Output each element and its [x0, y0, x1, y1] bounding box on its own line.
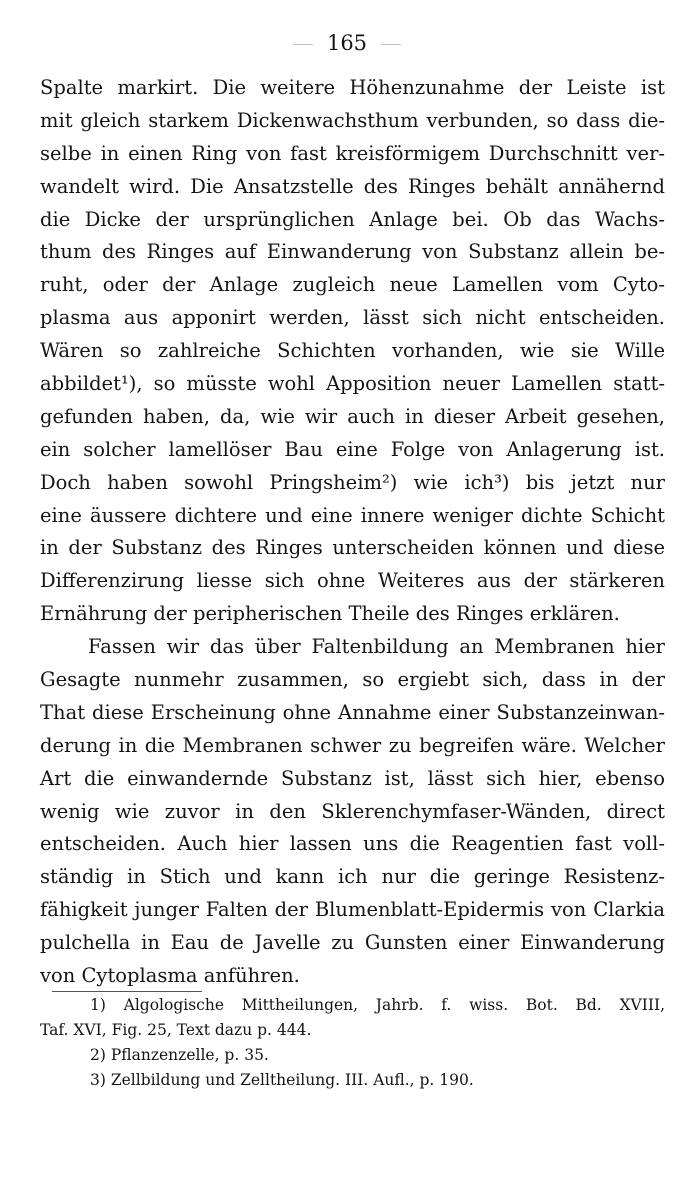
text-line: ein solcher lamellöser Bau eine Folge von Anlagerung ist.: [40, 437, 665, 461]
text-line: die Dicke der ursprünglichen Anlage bei. Ob das Wachs-: [40, 207, 665, 231]
text-line: entscheiden. Auch hier lassen uns die Reagentien fast voll-: [40, 832, 665, 856]
text-line: plasma aus apponirt werden, lässt sich nicht entscheiden.: [40, 306, 665, 330]
text-line: ruht, oder der Anlage zugleich neue Lamellen vom Cyto-: [40, 273, 665, 297]
text-line: fähigkeit junger Falten der Blumenblatt-Epidermis von Clarkia: [40, 898, 665, 922]
text-line: Differenzirung liesse sich ohne Weiteres aus der stärkeren: [40, 569, 665, 593]
text-line: von Cytoplasma anführen.: [40, 964, 300, 988]
text-line: thum des Ringes auf Einwanderung von Substanz allein be-: [40, 240, 665, 264]
text-line: gefunden haben, da, wie wir auch in dieser Arbeit gesehen,: [40, 404, 665, 428]
text-line: pulchella in Eau de Javelle zu Gunsten einer Einwanderung: [40, 931, 665, 955]
text-line: derung in die Membranen schwer zu begreifen wäre. Welcher: [40, 733, 665, 757]
text-line: Doch haben sowohl Pringsheim²) wie ich³) bis jetzt nur: [40, 470, 665, 494]
header-dash-left: [293, 44, 313, 45]
text-line: mit gleich starkem Dickenwachsthum verbunden, so dass die-: [40, 108, 665, 132]
footnote-1: 1) Algologische Mittheilungen, Jahrb. f. wiss. Bot. Bd. XVIII,: [90, 996, 665, 1014]
header-dash-right: [381, 44, 401, 45]
footnote-1-continued: Taf. XVI, Fig. 25, Text dazu p. 444.: [40, 1021, 312, 1039]
text-line: selbe in einen Ring von fast kreisförmigem Durchschnitt ver-: [40, 141, 665, 165]
text-line: Ernährung der peripherischen Theile des Ringes erklären.: [40, 602, 620, 626]
text-line: in der Substanz des Ringes unterscheiden können und diese: [40, 536, 665, 560]
text-line: eine äussere dichtere und eine innere weniger dichte Schicht: [40, 503, 665, 527]
footnote-2: 2) Pflanzenzelle, p. 35.: [90, 1046, 269, 1064]
footnotes: [40, 993, 665, 1093]
text-line: That diese Erscheinung ohne Annahme einer Substanzeinwan-: [40, 700, 665, 724]
page-header: [0, 28, 694, 58]
footnote-3: 3) Zellbildung und Zelltheilung. III. Aufl., p. 190.: [90, 1071, 474, 1089]
text-line: wenig wie zuvor in den Sklerenchymfaser-Wänden, direct: [40, 799, 665, 823]
text-line: abbildet¹), so müsste wohl Apposition neuer Lamellen statt-: [40, 372, 665, 396]
paragraph-start-line: Fassen wir das über Faltenbildung an Membranen hier: [88, 635, 665, 659]
text-line: Wären so zahlreiche Schichten vorhanden, wie sie Wille: [40, 339, 665, 363]
text-line: ständig in Stich und kann ich nur die geringe Resistenz-: [40, 865, 665, 889]
text-line: wandelt wird. Die Ansatzstelle des Ringes behält annähernd: [40, 174, 665, 198]
body-text: [40, 72, 665, 993]
page-number: 165: [326, 31, 368, 55]
text-line: Gesagte nunmehr zusammen, so ergiebt sich, dass in der: [40, 668, 665, 692]
footnote-divider: [52, 991, 202, 992]
text-line: Spalte markirt. Die weitere Höhenzunahme der Leiste ist: [40, 76, 665, 99]
text-line: Art die einwandernde Substanz ist, lässt sich hier, ebenso: [40, 766, 665, 790]
